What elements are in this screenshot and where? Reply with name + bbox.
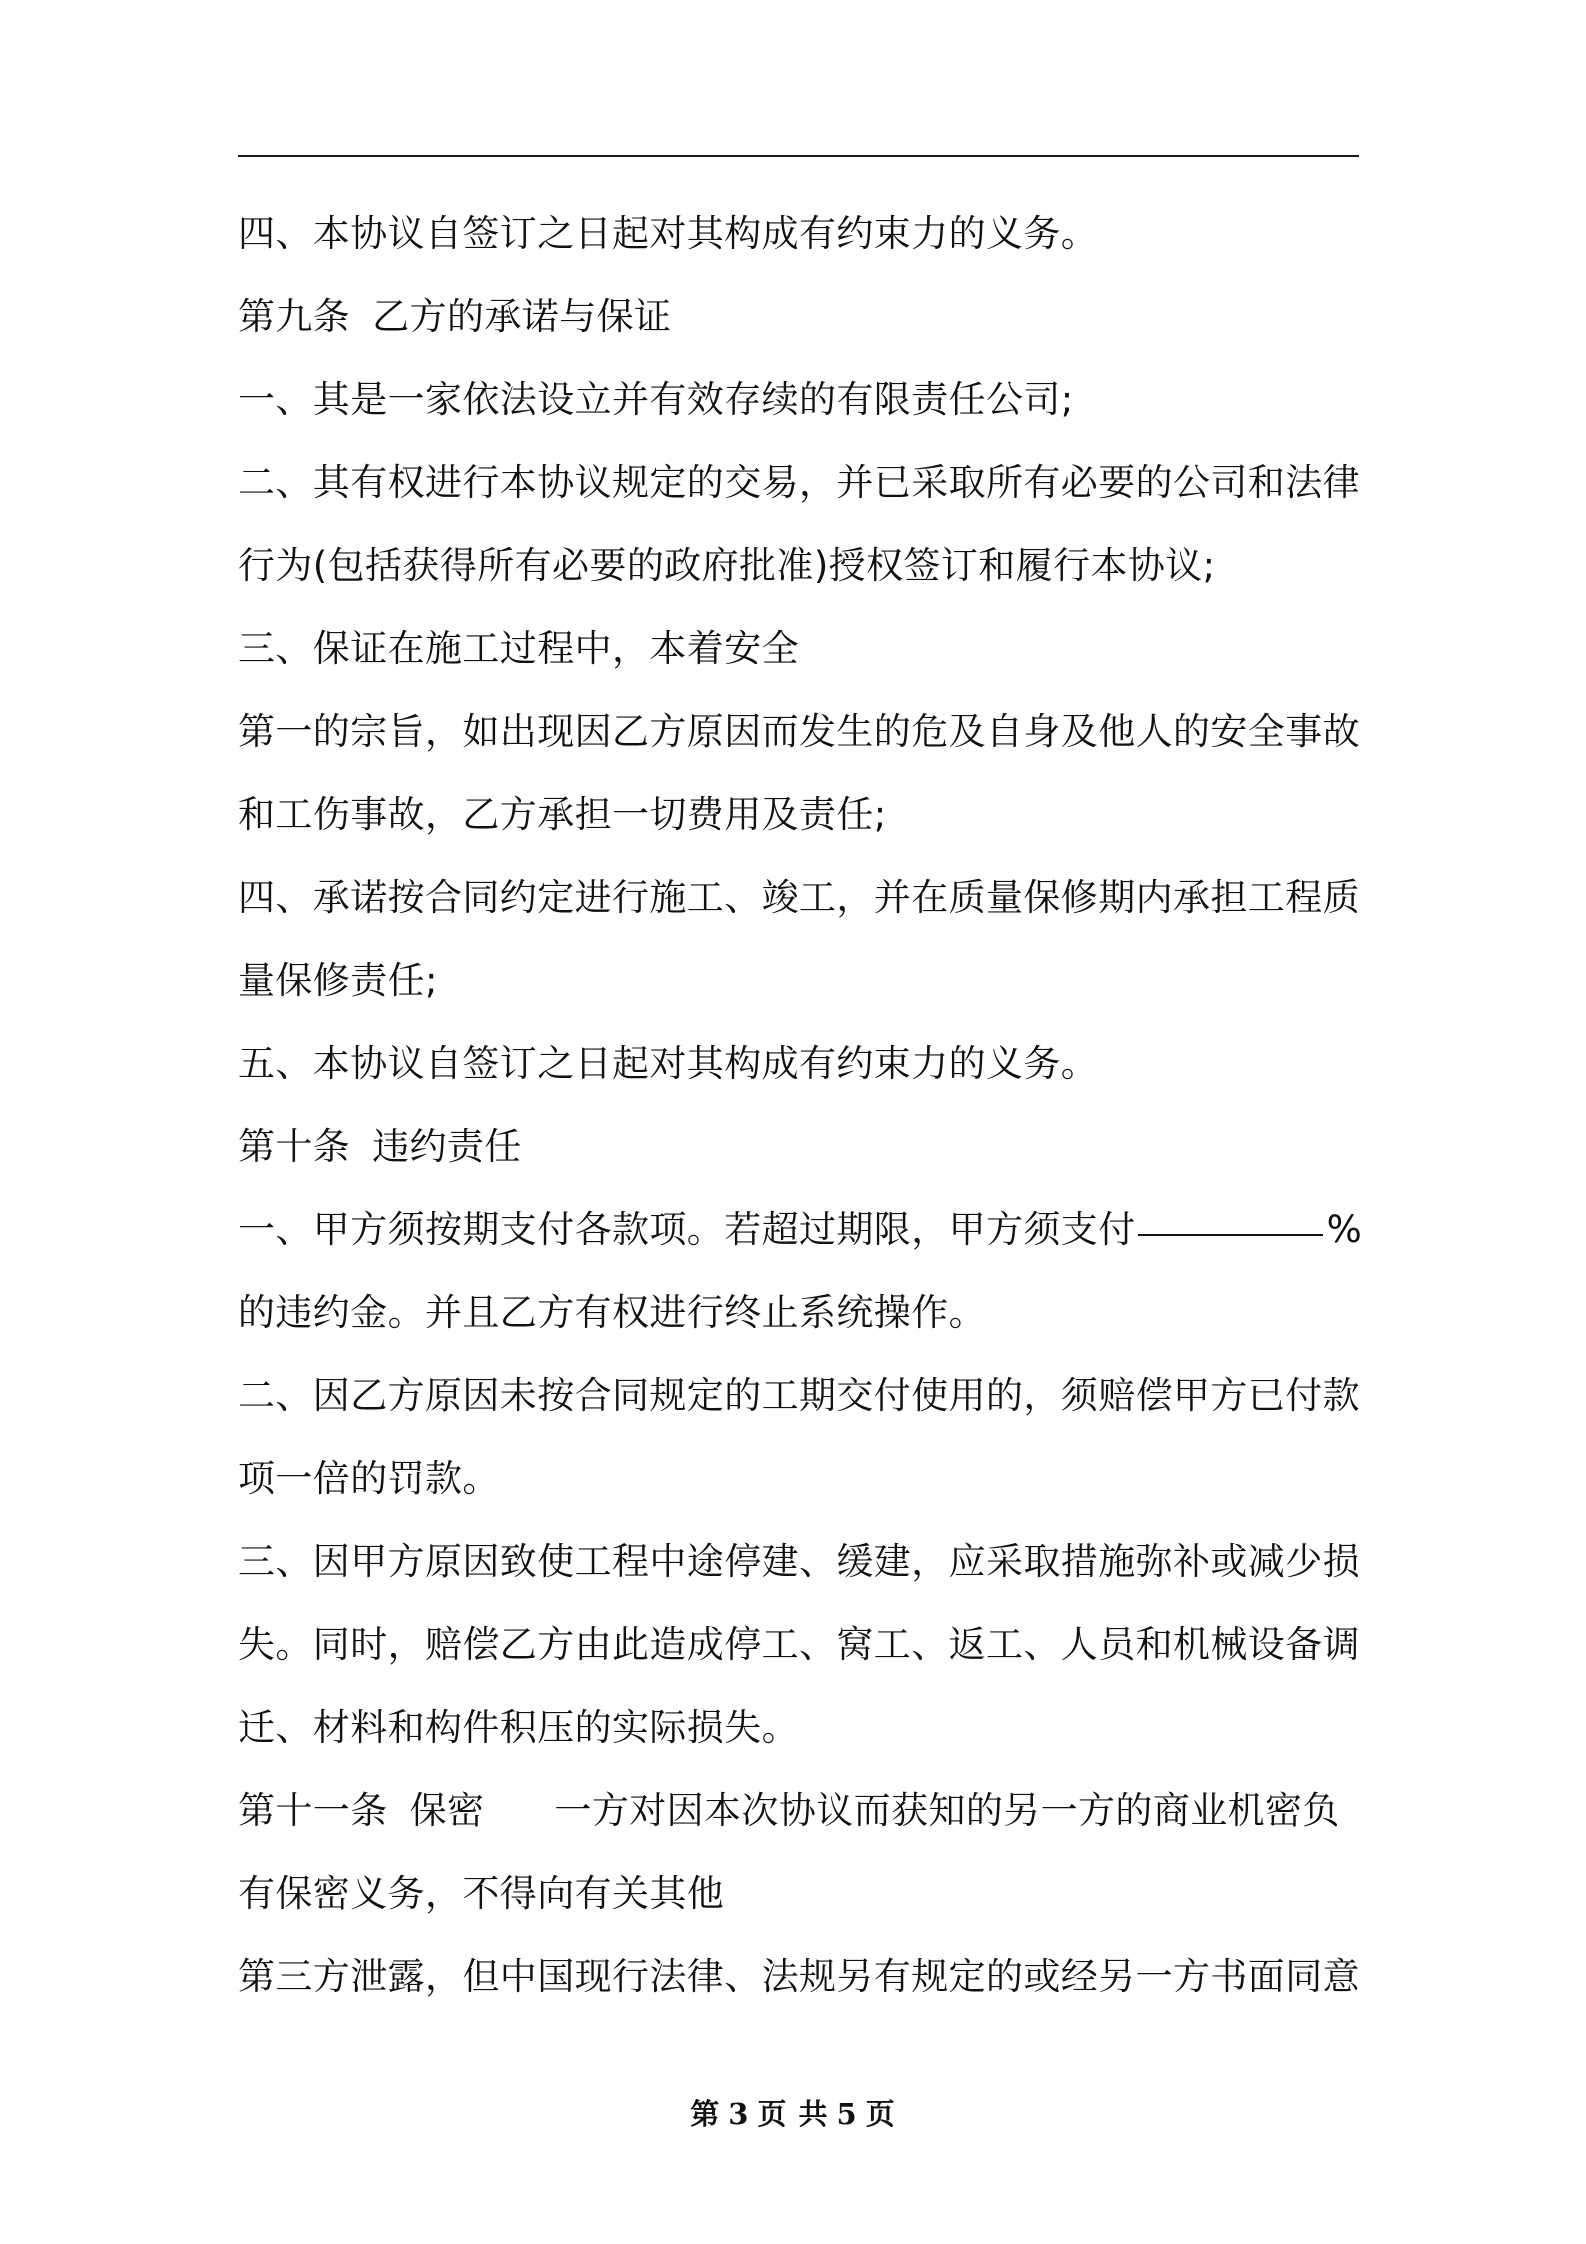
text-line: 有保密义务，不得向有关其他 [238, 1872, 725, 1915]
text-line: 一、其是一家依法设立并有效存续的有限责任公司; [238, 378, 1074, 421]
header-rule [238, 155, 1359, 157]
footer-suffix: 页 [865, 2097, 896, 2131]
current-page-number: 3 [728, 2097, 750, 2131]
text-line: 五、本协议自签订之日起对其构成有约束力的义务。 [238, 1042, 1099, 1085]
text-line: 失。同时，赔偿乙方由此造成停工、窝工、返工、人员和机械设备调 [238, 1623, 1360, 1666]
text-line: 迁、材料和构件积压的实际损失。 [238, 1706, 799, 1749]
line-text-before-blank: 一、甲方须按期支付各款项。若超过期限，甲方须支付 [238, 1208, 1136, 1251]
article-number: 第十一条 [238, 1789, 388, 1832]
text-line: 和工伤事故，乙方承担一切费用及责任; [238, 793, 887, 836]
text-line: 二、因乙方原因未按合同规定的工期交付使用的，须赔偿甲方已付款 [238, 1374, 1360, 1417]
text-line: 行为(包括获得所有必要的政府批准)授权签订和履行本协议; [238, 544, 1216, 587]
article-heading-10 [238, 1105, 1363, 1188]
footer-prefix: 第 [690, 2097, 721, 2131]
article-number: 第十条 [238, 1125, 351, 1168]
page-footer [0, 2092, 1586, 2133]
fill-in-blank [1138, 1233, 1323, 1236]
text-line: 四、本协议自签订之日起对其构成有约束力的义务。 [238, 212, 1099, 255]
text-line: 二、其有权进行本协议规定的交易，并已采取所有必要的公司和法律 [238, 461, 1360, 504]
total-pages-number: 5 [836, 2097, 858, 2131]
text-line: 三、保证在施工过程中，本着安全 [238, 627, 799, 670]
text-line: 第一的宗旨，如出现因乙方原因而发生的危及自身及他人的安全事故 [238, 710, 1360, 753]
footer-middle: 页 共 [757, 2097, 829, 2131]
article-heading-11 [238, 1769, 1363, 1852]
article-title: 违约责任 [372, 1125, 522, 1168]
text-line: 第三方泄露，但中国现行法律、法规另有规定的或经另一方书面同意 [238, 1955, 1360, 1998]
percent-sign: % [1326, 1208, 1363, 1251]
article-title: 保密 [409, 1789, 485, 1832]
document-body [238, 192, 1363, 2018]
text-line: 四、承诺按合同约定进行施工、竣工，并在质量保修期内承担工程质 [238, 876, 1360, 919]
text-line: 项一倍的罚款。 [238, 1457, 500, 1500]
text-line-with-blank [238, 1188, 1363, 1271]
article-number: 第九条 [238, 295, 351, 338]
article-text: 一方对因本次协议而获知的另一方的商业机密负 [554, 1789, 1340, 1832]
text-line: 量保修责任; [238, 959, 438, 1002]
text-line: 三、因甲方原因致使工程中途停建、缓建，应采取措施弥补或减少损 [238, 1540, 1360, 1583]
article-title: 乙方的承诺与保证 [372, 295, 672, 338]
text-line: 的违约金。并且乙方有权进行终止系统操作。 [238, 1291, 986, 1334]
article-heading-9 [238, 275, 1363, 358]
